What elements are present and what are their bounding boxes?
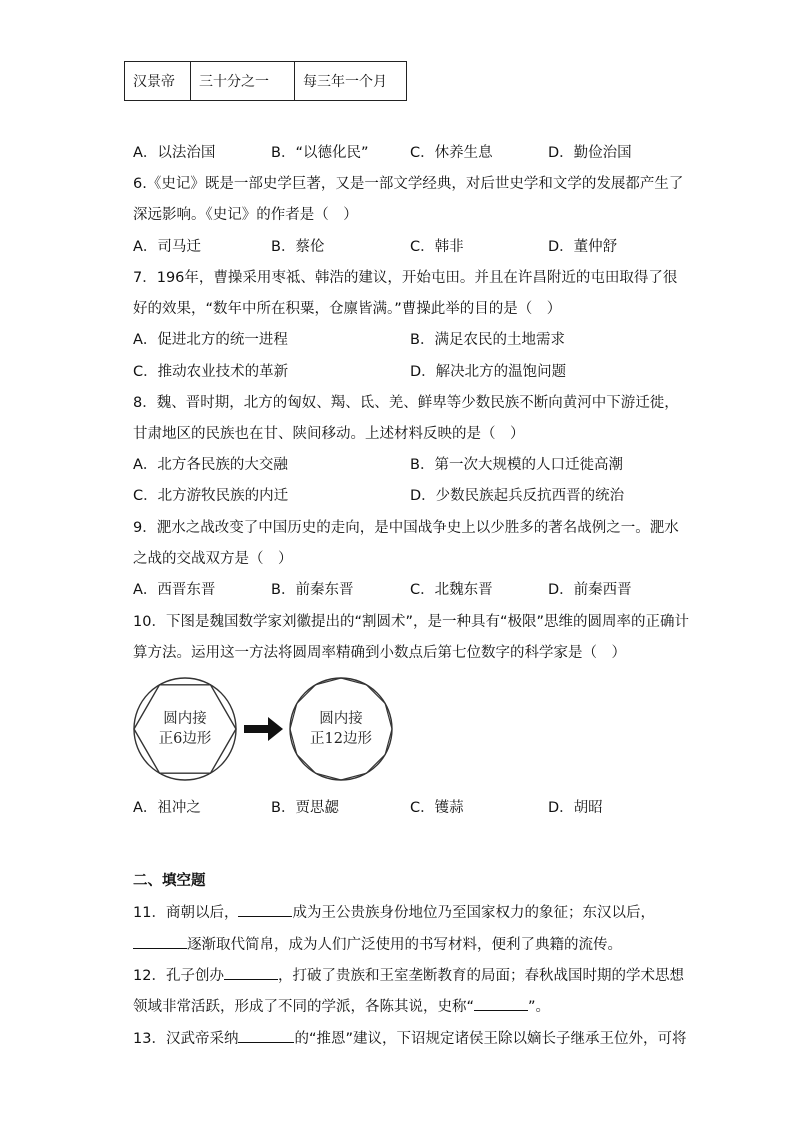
q8-stem-line1: 8．魏、晋时期，北方的匈奴、羯、氐、羌、鲜卑等少数民族不断向黄河中下游迁徙， (133, 395, 679, 411)
hexagon-shape (134, 685, 236, 773)
q5-option-a[interactable]: A．以法治国 (133, 145, 216, 161)
q9-stem-line1: 9．淝水之战改变了中国历史的走向，是中国战争史上以少胜多的著名战例之一。淝水 (133, 520, 679, 536)
q6-option-b[interactable]: B．蔡伦 (271, 239, 325, 255)
q7-option-a[interactable]: A．促进北方的统一进程 (133, 332, 288, 348)
left-diagram-label-line2: 正6边形 (158, 731, 212, 747)
right-diagram-label-line1: 圆内接 (319, 711, 363, 727)
q10-option-a[interactable]: A．祖冲之 (133, 800, 201, 816)
table-row (125, 62, 407, 101)
q8-option-c[interactable]: C．北方游牧民族的内迁 (133, 488, 289, 504)
q12-text-c: 领域非常活跃，形成了不同的学派，各陈其说，史称“ (133, 999, 475, 1015)
section-heading: 二、填空题 (133, 873, 206, 889)
table-cell-corvee: 每三年一个月 (295, 62, 407, 101)
right-arrow-icon (244, 717, 283, 741)
q13-line1 (133, 1027, 686, 1048)
q6-option-d[interactable]: D．董仲舒 (548, 239, 618, 255)
q11-blank-2[interactable] (133, 933, 187, 949)
policy-table (124, 61, 407, 101)
q5-option-b[interactable]: B．“以德化民” (271, 145, 369, 161)
q10-stem-line2: 算方法。运用这一方法将圆周率精确到小数点后第七位数字的科学家是（ ） (133, 645, 626, 661)
table-cell-tax-rate: 三十分之一 (191, 62, 295, 101)
q6-option-a[interactable]: A．司马迁 (133, 239, 201, 255)
q11-blank-1[interactable] (238, 901, 292, 917)
q6-stem-line1: 6.《史记》既是一部史学巨著，又是一部文学经典，对后世史学和文学的发展都产生了 (133, 176, 684, 192)
q10-option-b[interactable]: B．贾思勰 (271, 800, 339, 816)
q11-line2 (133, 933, 622, 954)
q9-option-b[interactable]: B．前秦东晋 (271, 582, 354, 598)
q7-option-b[interactable]: B．满足农民的土地需求 (410, 332, 565, 348)
q8-option-b[interactable]: B．第一次大规模的人口迁徙高潮 (410, 457, 623, 473)
q12-line2 (133, 995, 550, 1016)
q12-blank-1[interactable] (224, 964, 278, 980)
q12-blank-2[interactable] (474, 995, 528, 1011)
q9-option-d[interactable]: D．前秦西晋 (548, 582, 632, 598)
q7-option-d[interactable]: D．解决北方的温饱问题 (410, 364, 567, 380)
left-diagram-label-line1: 圆内接 (163, 711, 207, 727)
q11-line1 (133, 901, 655, 922)
q11-text-c: 逐渐取代简帛，成为人们广泛使用的书写材料，便利了典籍的流传。 (187, 937, 622, 953)
q11-text-b: 成为王公贵族身份地位乃至国家权力的象征；东汉以后， (292, 905, 655, 921)
q8-option-d[interactable]: D．少数民族起兵反抗西晋的统治 (410, 488, 625, 504)
q13-text-a: 13．汉武帝采纳 (133, 1031, 239, 1047)
q10-option-c[interactable]: C．镬蒜 (410, 800, 464, 816)
q10-stem-line1: 10．下图是魏国数学家刘徽提出的“割圆术”，是一种具有“极限”思维的圆周率的正确计 (133, 614, 689, 630)
q10-option-d[interactable]: D．胡昭 (548, 800, 603, 816)
q9-stem-line2: 之战的交战双方是（ ） (133, 551, 293, 567)
q12-line1 (133, 964, 684, 985)
circle-cutting-figure (133, 676, 393, 782)
left-circle-diagram (134, 678, 236, 780)
q5-option-c[interactable]: C．休养生息 (410, 145, 493, 161)
q7-stem-line1: 7．196年，曹操采用枣祗、韩浩的建议，开始屯田。并且在许昌附近的屯田取得了很 (133, 270, 678, 286)
q11-text-a: 11．商朝以后， (133, 905, 239, 921)
q7-stem-line2: 好的效果，“数年中所在积粟，仓廪皆满。”曹操此举的目的是（ ） (133, 301, 562, 317)
q9-option-a[interactable]: A．西晋东晋 (133, 582, 216, 598)
right-diagram-label-line2: 正12边形 (310, 731, 372, 747)
q12-text-d: ”。 (528, 999, 551, 1015)
q12-text-a: 12．孔子创办 (133, 968, 224, 984)
table-cell-emperor: 汉景帝 (125, 62, 191, 101)
q6-stem-line2: 深远影响。《史记》的作者是（ ） (133, 207, 358, 223)
q8-stem-line2: 甘肃地区的民族也在甘、陕间移动。上述材料反映的是（ ） (133, 426, 525, 442)
q7-option-c[interactable]: C．推动农业技术的革新 (133, 364, 289, 380)
q12-text-b: ，打破了贵族和王室垄断教育的局面；春秋战国时期的学术思想 (277, 968, 684, 984)
q13-text-b: 的“推恩”建议，下诏规定诸侯王除以嫡长子继承王位外，可将 (294, 1031, 687, 1047)
q9-option-c[interactable]: C．北魏东晋 (410, 582, 493, 598)
q6-option-c[interactable]: C．韩非 (410, 239, 464, 255)
q8-option-a[interactable]: A．北方各民族的大交融 (133, 457, 288, 473)
q13-blank-1[interactable] (238, 1027, 294, 1043)
right-circle-diagram (290, 678, 392, 780)
q5-option-d[interactable]: D．勤俭治国 (548, 145, 632, 161)
